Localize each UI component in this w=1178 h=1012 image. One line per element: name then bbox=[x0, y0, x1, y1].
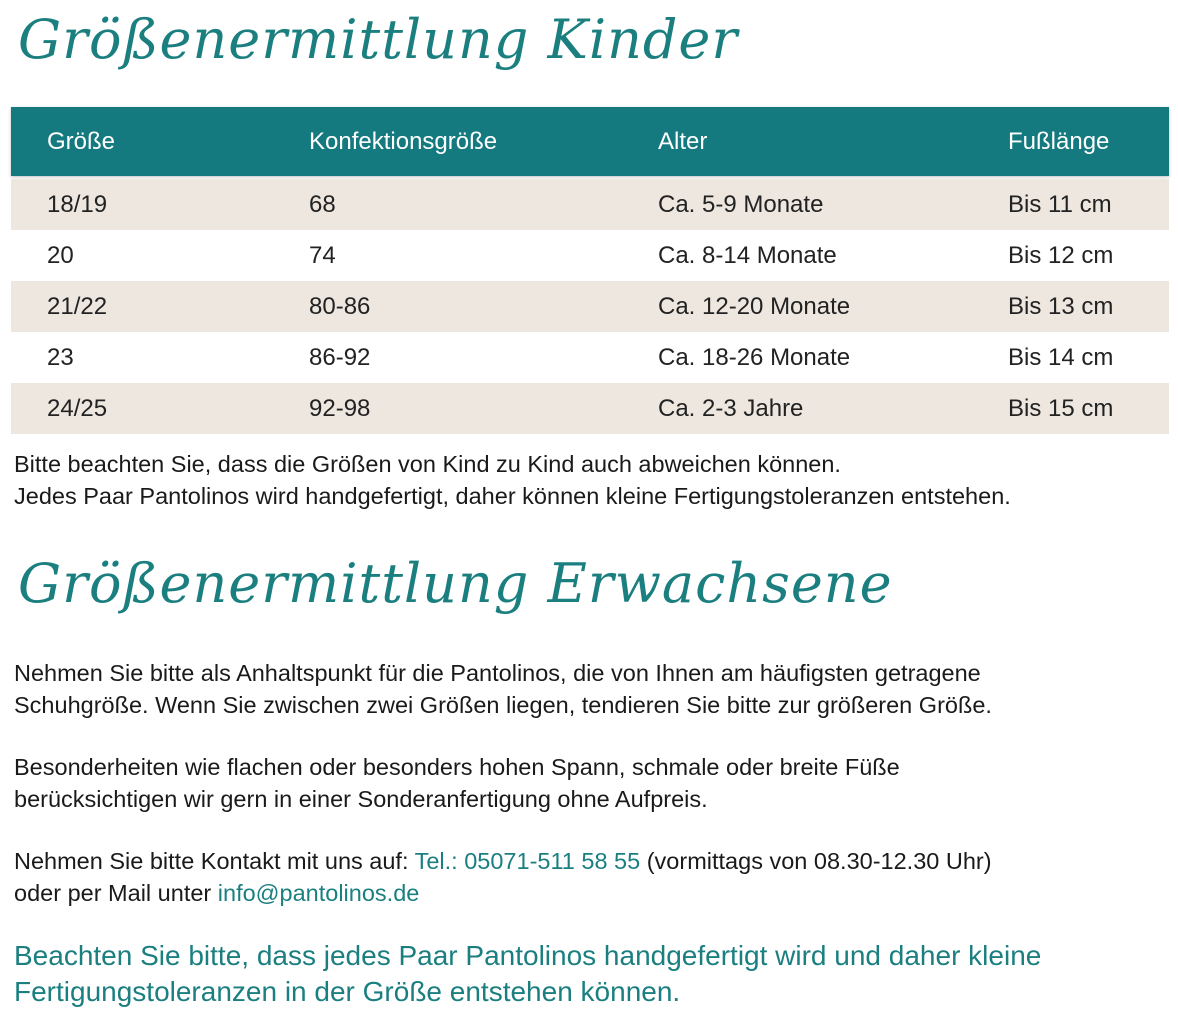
header-foot-length: Fußlänge bbox=[1008, 127, 1110, 155]
cell-age: Ca. 12-20 Monate bbox=[658, 292, 851, 320]
note-line: Bitte beachten Sie, dass die Größen von Kind zu Kind auch abweichen können. bbox=[14, 451, 841, 477]
cell-clothing-size: 80-86 bbox=[309, 292, 371, 320]
cell-size: 18/19 bbox=[47, 190, 108, 218]
closing-line: Fertigungstoleranzen in der Größe entstehen können. bbox=[14, 976, 681, 1007]
cell-foot-length: Bis 15 cm bbox=[1008, 394, 1114, 422]
cell-clothing-size: 92-98 bbox=[309, 394, 371, 422]
table-row bbox=[11, 281, 1169, 332]
guidance-paragraph bbox=[14, 658, 992, 721]
kids-size-table bbox=[11, 107, 1169, 434]
paragraph-line: Nehmen Sie bitte als Anhaltspunkt für die Pantolinos, die von Ihnen am häufigsten getragene bbox=[14, 660, 981, 686]
cell-size: 24/25 bbox=[47, 394, 108, 422]
table-row bbox=[11, 230, 1169, 281]
kids-size-note bbox=[14, 449, 1011, 512]
table-body bbox=[11, 179, 1169, 434]
adults-size-title: Größenermittlung Erwachsene bbox=[18, 552, 893, 615]
cell-size: 20 bbox=[47, 241, 74, 269]
table-row bbox=[11, 383, 1169, 434]
special-fit-paragraph bbox=[14, 752, 900, 815]
mail-prefix: oder per Mail unter bbox=[14, 879, 218, 906]
cell-foot-length: Bis 11 cm bbox=[1008, 190, 1112, 218]
closing-note bbox=[14, 938, 1041, 1010]
closing-line: Beachten Sie bitte, dass jedes Paar Pantolinos handgefertigt wird und daher kleine bbox=[14, 940, 1042, 971]
cell-clothing-size: 68 bbox=[309, 190, 336, 218]
table-row bbox=[11, 332, 1169, 383]
cell-clothing-size: 74 bbox=[309, 241, 336, 269]
kids-size-title: Größenermittlung Kinder bbox=[18, 8, 739, 71]
email-link[interactable]: info@pantolinos.de bbox=[217, 879, 420, 906]
phone-link[interactable]: Tel.: 05071-511 58 55 bbox=[414, 848, 641, 874]
cell-foot-length: Bis 13 cm bbox=[1008, 292, 1114, 320]
cell-clothing-size: 86-92 bbox=[309, 343, 371, 371]
paragraph-line: berücksichtigen wir gern in einer Sonderanfertigung ohne Aufpreis. bbox=[14, 785, 708, 812]
paragraph-line: Schuhgröße. Wenn Sie zwischen zwei Größen liegen, tendieren Sie bitte zur größeren Größe. bbox=[14, 691, 992, 718]
cell-age: Ca. 18-26 Monate bbox=[658, 343, 851, 371]
cell-foot-length: Bis 12 cm bbox=[1008, 241, 1114, 269]
note-line: Jedes Paar Pantolinos wird handgefertigt, daher können kleine Fertigungstoleranzen entstehen. bbox=[14, 482, 1011, 509]
paragraph-line: Besonderheiten wie flachen oder besonders hohen Spann, schmale oder breite Füße bbox=[14, 754, 900, 780]
cell-foot-length: Bis 14 cm bbox=[1008, 343, 1114, 371]
header-size: Größe bbox=[47, 127, 116, 155]
table-row bbox=[11, 179, 1169, 230]
header-age: Alter bbox=[658, 127, 708, 155]
cell-age: Ca. 8-14 Monate bbox=[658, 241, 837, 269]
cell-size: 21/22 bbox=[47, 292, 108, 320]
cell-age: Ca. 5-9 Monate bbox=[658, 190, 824, 218]
cell-age: Ca. 2-3 Jahre bbox=[658, 394, 804, 422]
contact-prefix: Nehmen Sie bitte Kontakt mit uns auf: bbox=[14, 848, 415, 874]
header-clothing-size: Konfektionsgröße bbox=[309, 127, 498, 155]
contact-hours: (vormittags von 08.30-12.30 Uhr) bbox=[640, 848, 992, 874]
table-header bbox=[11, 107, 1169, 176]
contact-paragraph bbox=[14, 846, 992, 909]
cell-size: 23 bbox=[47, 343, 74, 371]
